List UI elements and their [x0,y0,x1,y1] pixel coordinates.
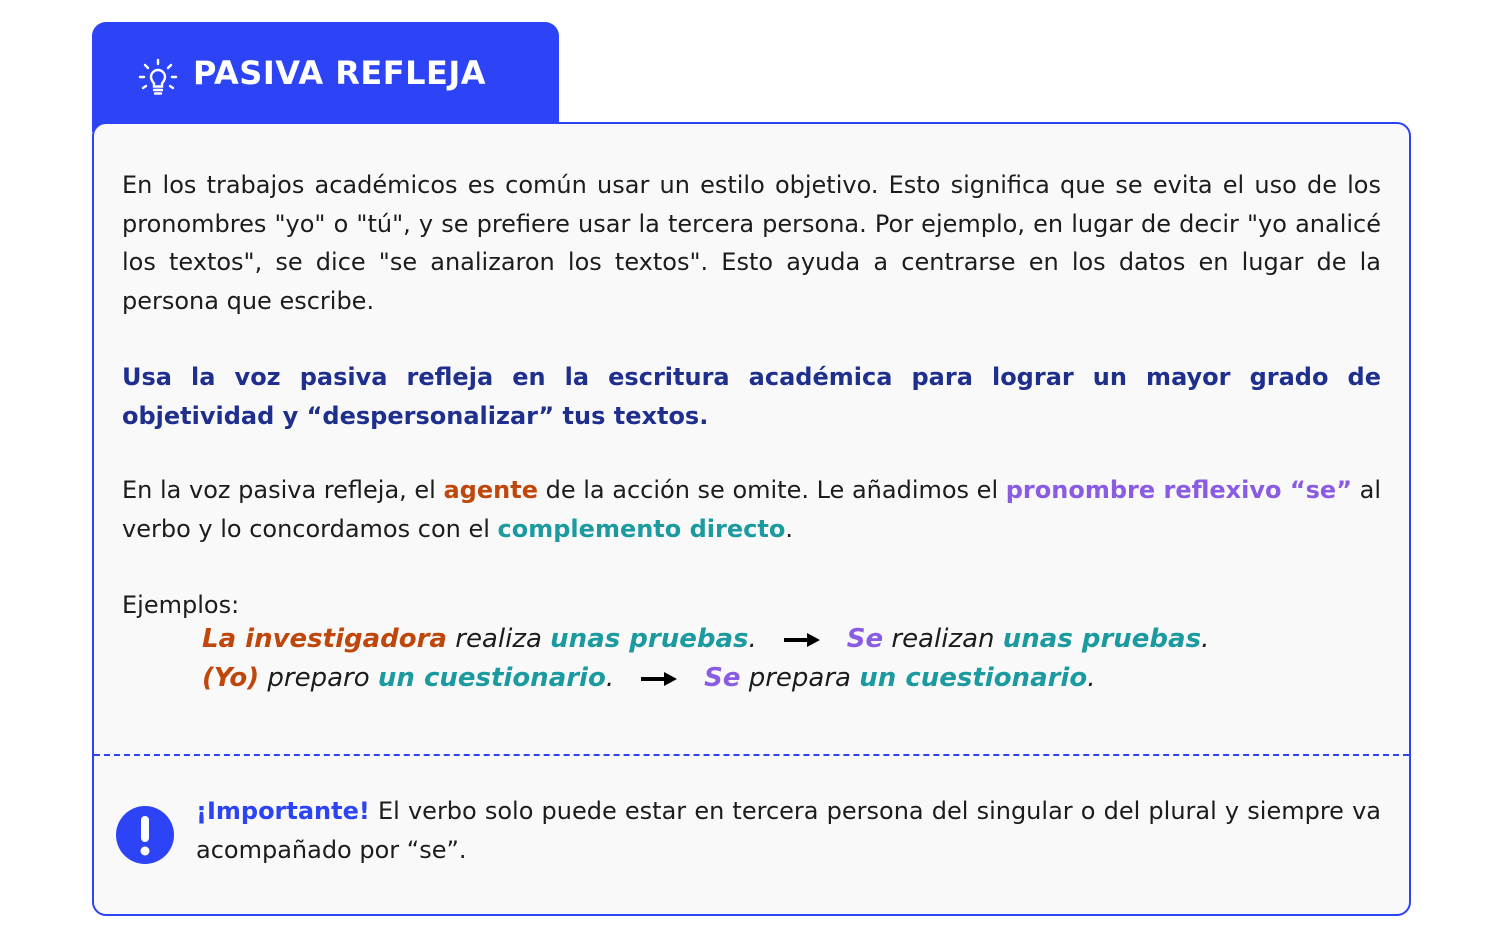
example-end: . [1087,663,1096,693]
header-tab [92,22,559,132]
important-label: ¡Importante! [196,797,370,825]
divider [94,754,1409,756]
agent-term: agente [443,476,538,504]
example-verb: realizan [883,624,1003,654]
explanation-paragraph [122,471,1381,548]
example-verb: preparo [259,663,378,693]
explanation-text: En la voz pasiva refleja, el [122,476,444,504]
intro-paragraph: En los trabajos académicos es común usar un estilo objetivo. Esto significa que se evita el uso de los pronombres "yo" o "tú", y se prefiere usar la tercera persona. Por ejemplo, en lugar de decir "yo analicé los textos", se dice "se analizaron los textos". Esto ayuda a centrarse en los datos en lugar de la persona que escribe. [122,171,1381,315]
content-card [92,122,1411,916]
explanation-text: al verbo y lo concordamos con el [122,476,1381,543]
explanation-text: . [785,514,793,543]
exclamation-icon [114,804,176,866]
example-object: un cuestionario [377,663,606,693]
lightbulb-icon [136,57,180,101]
example-agent: (Yo) [202,663,260,693]
example-end: . [605,663,615,693]
example-verb: realiza [446,624,551,654]
example-agent: La investigadora [202,624,447,654]
example-object: unas pruebas [550,624,749,654]
arrow-right-icon [783,632,821,648]
example-object: un cuestionario [859,663,1088,693]
example-se: Se [704,663,741,693]
arrow-right-icon [640,671,678,687]
example-verb: prepara [740,663,860,693]
example-end: . [1201,624,1210,654]
example-end: . [748,624,757,654]
explanation-text: de la acción se omite. Le añadimos el [537,476,1006,504]
example-row [202,663,1095,693]
important-note [196,792,1381,870]
example-object: unas pruebas [1002,624,1202,654]
example-se: Se [846,624,884,654]
important-text: El verbo solo puede estar en tercera persona del singular o del plural y siempre va acompañado por “se”. [196,797,1381,864]
highlight-paragraph: Usa la voz pasiva refleja en la escritura académica para lograr un mayor grado de objetividad y “despersonalizar” tus textos. [122,363,1381,430]
page-title: PASIVA REFLEJA [193,54,487,92]
pronoun-term: pronombre reflexivo “se” [1005,476,1352,504]
examples-label: Ejemplos: [122,591,240,619]
example-row [202,624,1209,654]
object-term: complemento directo [497,514,786,543]
